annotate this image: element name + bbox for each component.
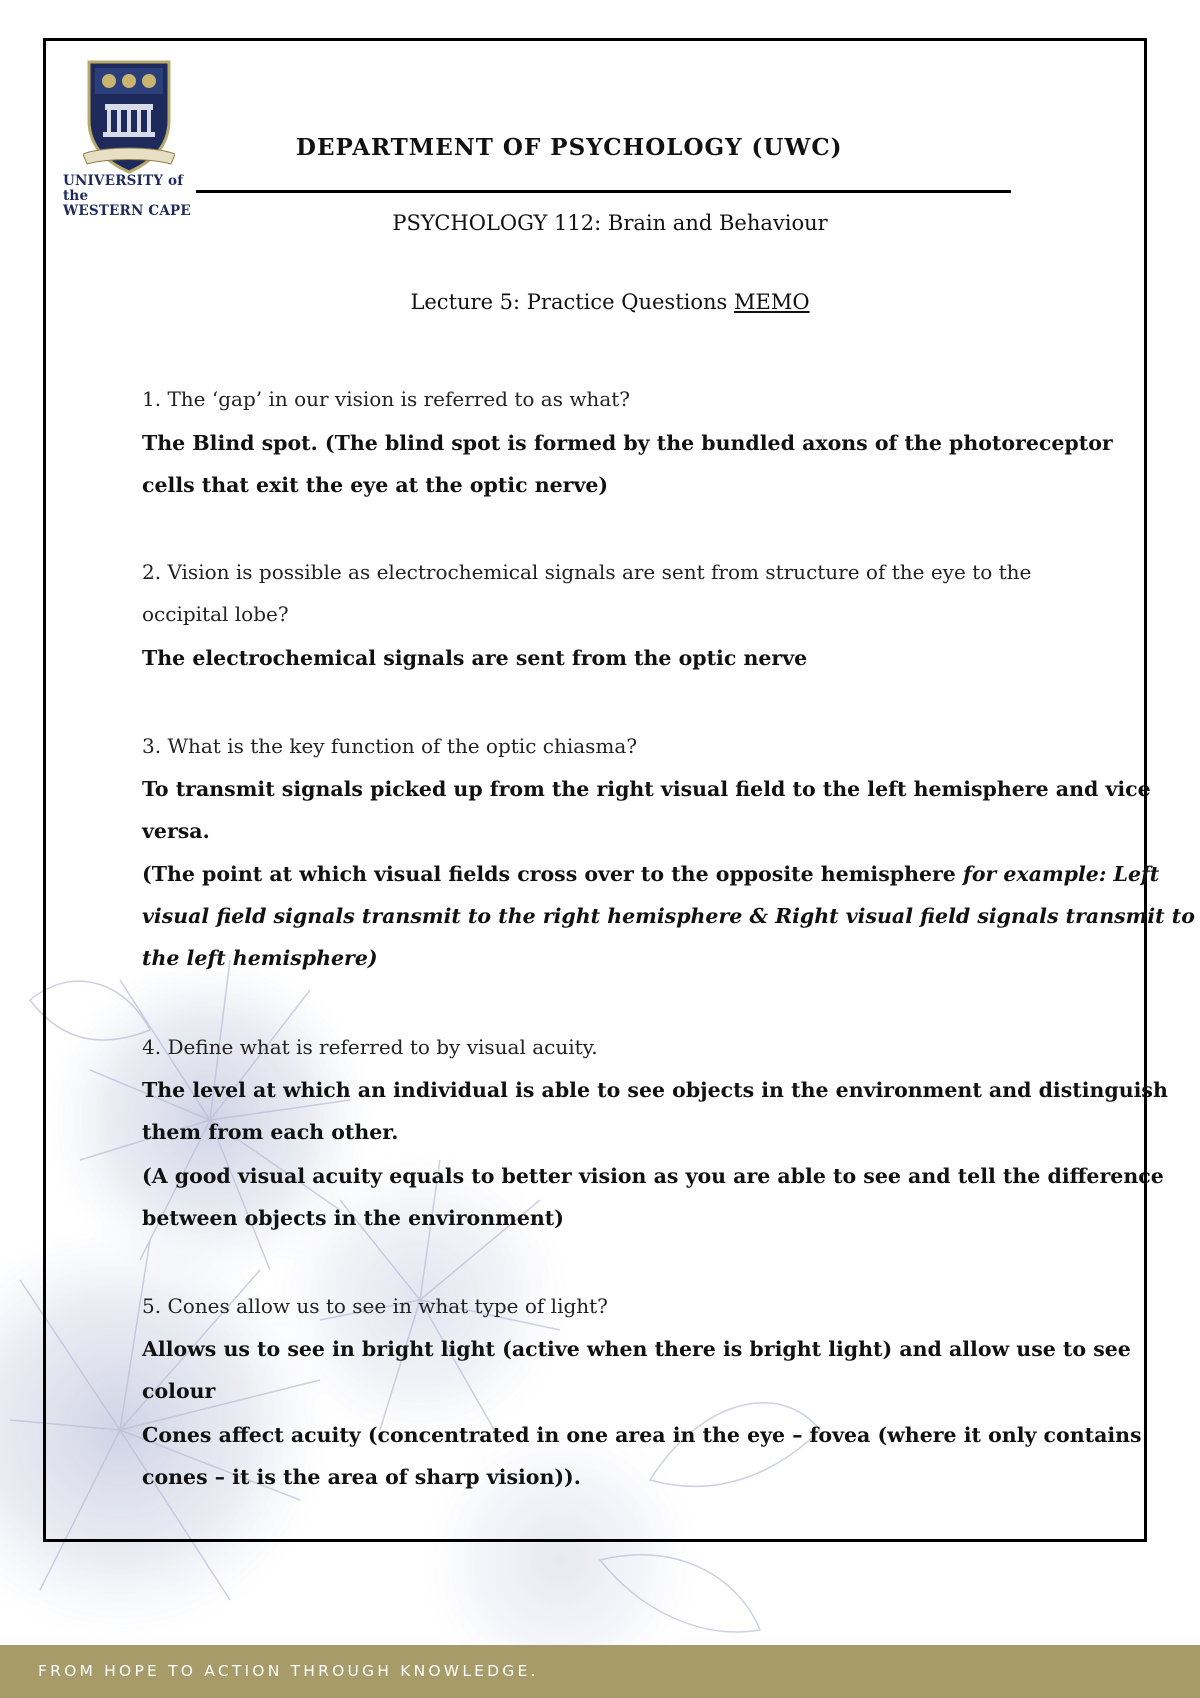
answer-5-line-2: colour: [142, 1379, 216, 1403]
answer-5-line-3: Cones affect acuity (concentrated in one area in the eye – fovea (where it only contains: [142, 1423, 1142, 1447]
course-title: PSYCHOLOGY 112: Brain and Behaviour: [392, 211, 828, 235]
question-2-line-1: 2. Vision is possible as electrochemical signals are sent from structure of the eye to the: [142, 560, 1032, 584]
answer-3-example-start: for example: Left: [963, 862, 1160, 886]
question-3: 3. What is the key function of the optic chiasma?: [142, 734, 638, 758]
answer-3-line-4: visual field signals transmit to the right hemisphere & Right visual field signals transmit to: [142, 904, 1195, 928]
answer-4-line-2: them from each other.: [142, 1120, 399, 1144]
university-name-line2: WESTERN CAPE: [63, 203, 191, 219]
question-4: 4. Define what is referred to by visual acuity.: [142, 1035, 598, 1059]
question-5: 5. Cones allow us to see in what type of light?: [142, 1294, 608, 1318]
university-name-line1: UNIVERSITY of the: [63, 173, 184, 204]
answer-3-explanation: (The point at which visual fields cross over to the opposite hemisphere: [142, 862, 963, 886]
university-crest-icon: [83, 58, 175, 178]
answer-1-line-1: The Blind spot. (The blind spot is formed by the bundled axons of the photoreceptor: [142, 431, 1113, 455]
question-1: 1. The ‘gap’ in our vision is referred to as what?: [142, 387, 630, 411]
answer-3-line-3: [142, 861, 1159, 887]
answer-1-line-2: cells that exit the eye at the optic nerve): [142, 473, 609, 497]
university-logo: [63, 58, 198, 219]
answer-3-line-2: versa.: [142, 819, 210, 843]
header-divider: [196, 190, 1011, 193]
lecture-title-text: Lecture 5: Practice Questions: [410, 290, 734, 314]
department-title: DEPARTMENT OF PSYCHOLOGY (UWC): [296, 134, 843, 161]
answer-2-line-1: The electrochemical signals are sent from the optic nerve: [142, 646, 808, 670]
answer-5-line-4: cones – it is the area of sharp vision)).: [142, 1465, 581, 1489]
memo-label: MEMO: [733, 290, 810, 314]
lecture-title: [0, 290, 1200, 314]
answer-4-line-3: (A good visual acuity equals to better vision as you are able to see and tell the difference: [142, 1164, 1164, 1188]
answer-5-line-1: Allows us to see in bright light (active when there is bright light) and allow use to see: [142, 1337, 1131, 1361]
question-2-line-2: occipital lobe?: [142, 602, 289, 626]
answer-3-line-5: the left hemisphere): [142, 946, 378, 970]
answer-3-line-1: To transmit signals picked up from the right visual field to the left hemisphere and vice: [142, 777, 1151, 801]
footer-slogan: FROM HOPE TO ACTION THROUGH KNOWLEDGE.: [38, 1662, 539, 1680]
answer-4-line-4: between objects in the environment): [142, 1206, 564, 1230]
answer-4-line-1: The level at which an individual is able to see objects in the environment and distinguish: [142, 1078, 1168, 1102]
